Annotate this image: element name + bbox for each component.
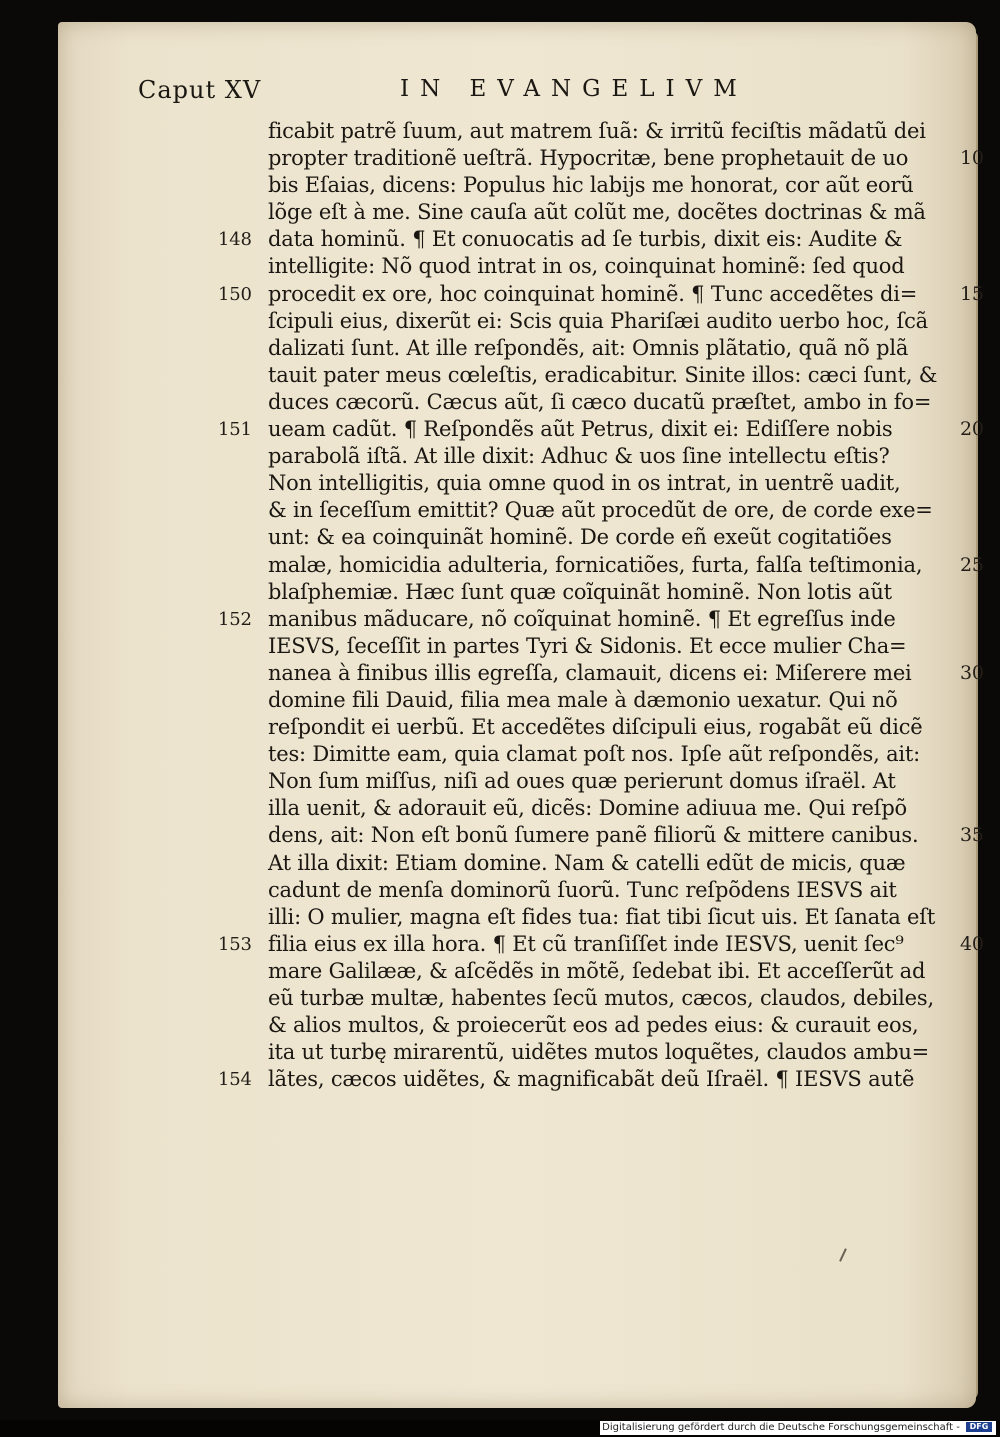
text-line xyxy=(268,768,958,795)
footer-credit: Digitalisierung gefördert durch die Deutsche Forschungsgemeinschaft - xyxy=(602,1422,960,1433)
line-text: procedit ex ore, hoc coinquinat hominẽ. ¶ Tunc accedẽtes di= xyxy=(268,281,918,306)
text-line xyxy=(268,497,958,524)
footer-credit-bar xyxy=(600,1421,996,1435)
text-line xyxy=(268,443,958,470)
line-text: reſpondit ei uerbũ. Et accedẽtes diſcipuli eius, rogabãt eũ dicẽ xyxy=(268,715,923,740)
text-line xyxy=(268,524,958,551)
line-text: tes: Dimitte eam, quia clamat poſt nos. Ipſe aũt reſpondẽs, ait: xyxy=(268,742,921,767)
text-line xyxy=(268,958,958,985)
line-text: filia eius ex illa hora. ¶ Et cũ tranſiſſet inde IESVS, uenit ſec⁹ xyxy=(268,931,904,956)
text-line xyxy=(268,904,958,931)
margin-number-right: 10 xyxy=(960,147,984,170)
line-text: Non intelligitis, quia omne quod in os intrat, in uentrẽ uadit, xyxy=(268,471,901,496)
text-line xyxy=(268,714,958,741)
text-line xyxy=(268,795,958,822)
line-text: unt: & ea coinquinãt hominẽ. De corde eñ exeũt cogitatiões xyxy=(268,525,892,550)
margin-number-right: 25 xyxy=(960,553,984,576)
line-text: illa uenit, & adorauit eũ, dicẽs: Domine adiuua me. Qui reſpõ xyxy=(268,796,908,821)
line-text: At illa dixit: Etiam domine. Nam & catelli edũt de micis, quæ xyxy=(268,850,906,875)
margin-number-left: 150 xyxy=(218,283,252,305)
line-text: domine fili Dauid, filia mea male à dæmonio uexatur. Qui nõ xyxy=(268,687,898,712)
margin-number-right: 30 xyxy=(960,661,984,684)
line-text: Non ſum miſſus, niſi ad oues quæ perierunt domus iſraël. At xyxy=(268,769,896,794)
text-line xyxy=(268,362,958,389)
text-line xyxy=(268,687,958,714)
text-line xyxy=(268,308,958,335)
running-head xyxy=(138,76,858,110)
text-line xyxy=(268,253,958,280)
line-text: eũ turbæ multæ, habentes ſecũ mutos, cæcos, claudos, debiles, xyxy=(268,986,934,1010)
text-line xyxy=(268,822,984,849)
line-text: lãtes, cæcos uidẽtes, & magnificabãt deũ Iſraël. ¶ IESVS autẽ xyxy=(268,1067,915,1092)
line-text: cadunt de menſa dominorũ ſuorũ. Tunc reſpõdens IESVS ait xyxy=(268,877,897,902)
line-text: ueam cadũt. ¶ Reſpondẽs aũt Petrus, dixit ei: Ediſſere nobis xyxy=(268,417,893,442)
line-text: dens, ait: Non eſt bonũ ſumere panẽ filiorũ & mittere canibus. xyxy=(268,823,919,848)
text-line xyxy=(268,389,958,416)
line-text: & in ſeceſſum emittit? Quæ aũt procedũt de ore, de corde exe= xyxy=(268,498,933,523)
text-line xyxy=(268,985,958,1012)
margin-number-left: 153 xyxy=(218,933,252,955)
line-text: malæ, homicidia adulteria, fornicatiões, furta, falſa teſtimonia, xyxy=(268,552,923,577)
line-text: nanea à finibus illis egreſſa, clamauit, dicens ei: Miſerere mei xyxy=(268,660,912,685)
line-text: lõge eſt à me. Sine cauſa aũt colũt me, docẽtes doctrinas & mã xyxy=(268,200,926,225)
line-text: IESVS, ſeceſſit in partes Tyri & Sidonis. Et ecce mulier Cha= xyxy=(268,633,907,658)
text-line xyxy=(268,877,958,904)
chapter-heading: Caput XV xyxy=(138,76,262,104)
text-line xyxy=(218,1066,958,1093)
text-line xyxy=(218,416,984,443)
text-line xyxy=(218,226,958,253)
text-line xyxy=(218,931,984,958)
text-line xyxy=(268,850,958,877)
margin-number-right: 15 xyxy=(960,282,984,305)
margin-number-left: 154 xyxy=(218,1069,252,1091)
line-text: ficabit patrẽ ſuum, aut matrem ſuã: & irritũ feciſtis mãdatũ dei xyxy=(268,119,926,143)
text-line xyxy=(268,633,958,660)
text-line xyxy=(268,172,958,199)
line-text: data hominũ. ¶ Et conuocatis ad ſe turbis, dixit eis: Audite & xyxy=(268,227,903,252)
line-text: mare Galilææ, & aſcẽdẽs in mõtẽ, ſedebat ibi. Et acceſſerũt ad xyxy=(268,958,926,983)
text-line xyxy=(218,606,958,633)
text-line xyxy=(268,118,958,145)
text-line xyxy=(268,335,958,362)
line-text: illi: O mulier, magna eſt fides tua: fiat tibi ſicut uis. Et ſanata eſt xyxy=(268,904,936,929)
line-text: propter traditionẽ ueſtrã. Hypocritæ, bene prophetauit de uo xyxy=(268,146,909,171)
dfg-logo-icon: DFG xyxy=(966,1422,992,1432)
margin-number-left: 148 xyxy=(218,229,252,251)
margin-number-right: 40 xyxy=(960,932,984,955)
line-text: duces cæcorũ. Cæcus aũt, ſi cæco ducatũ præſtet, ambo in fo= xyxy=(268,389,932,414)
text-line xyxy=(268,1039,958,1066)
text-line xyxy=(268,1012,958,1039)
text-line xyxy=(268,579,958,606)
margin-number-right: 35 xyxy=(960,824,984,847)
line-text: intelligite: Nõ quod intrat in os, coinquinat hominẽ: ſed quod xyxy=(268,254,905,279)
line-text: ita ut turbę mirarentũ, uidẽtes mutos loquẽtes, claudos ambu= xyxy=(268,1040,930,1065)
text-line xyxy=(218,281,984,308)
text-line xyxy=(268,470,958,497)
line-text: manibus mãducare, nõ coĩquinat hominẽ. ¶ Et egreſſus inde xyxy=(268,606,896,631)
margin-number-left: 152 xyxy=(218,608,252,630)
line-text: dalizati ſunt. At ille reſpondẽs, ait: Omnis plãtatio, quã nõ plã xyxy=(268,335,909,360)
text-line xyxy=(268,660,984,687)
text-line xyxy=(268,145,984,172)
text-block xyxy=(218,118,984,1093)
page-title: IN EVANGELIVM xyxy=(400,76,748,102)
line-text: blaſphemiæ. Hæc ſunt quæ coĩquinãt hominẽ. Non lotis aũt xyxy=(268,579,892,604)
line-text: & alios multos, & proiecerũt eos ad pedes eius: & curauit eos, xyxy=(268,1013,919,1038)
text-line xyxy=(268,552,984,579)
line-text: parabolã iſtã. At ille dixit: Adhuc & uos ſine intellectu eſtis? xyxy=(268,444,890,469)
line-text: bis Eſaias, dicens: Populus hic labijs me honorat, cor aũt eorũ xyxy=(268,173,914,198)
text-line xyxy=(268,741,958,768)
line-text: tauit pater meus cœleſtis, eradicabitur. Sinite illos: cæci ſunt, & xyxy=(268,362,938,387)
text-line xyxy=(268,199,958,226)
margin-number-left: 151 xyxy=(218,419,252,441)
line-text: ſcipuli eius, dixerũt ei: Scis quia Phariſæi audito uerbo hoc, ſcã xyxy=(268,308,928,333)
margin-number-right: 20 xyxy=(960,418,984,441)
